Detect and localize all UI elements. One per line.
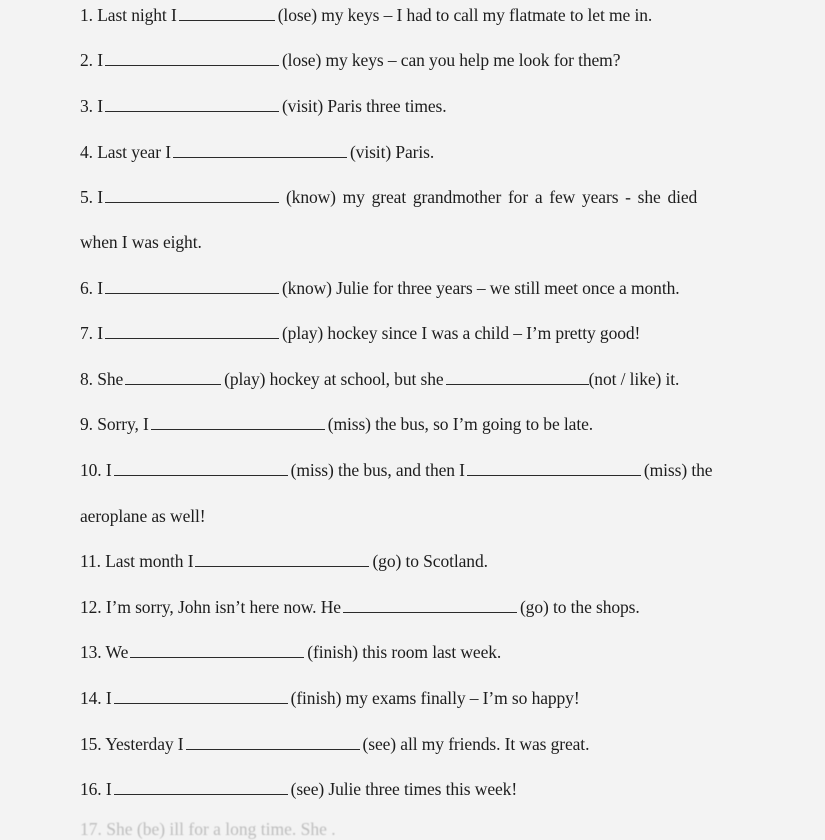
exercise-item-12 <box>80 596 640 618</box>
item-number: 5. <box>80 187 93 207</box>
answer-blank[interactable] <box>179 6 275 21</box>
answer-blank[interactable] <box>186 735 360 750</box>
answer-blank[interactable] <box>130 643 304 658</box>
item-text-continuation: when I was eight. <box>80 232 202 252</box>
answer-blank[interactable] <box>195 552 369 567</box>
exercise-item-5-continuation <box>80 231 202 253</box>
item-number: 3. <box>80 96 93 116</box>
item-text-before: I <box>97 323 103 343</box>
item-text-after: (lose) my keys – I had to call my flatmate to let me in. <box>277 5 653 25</box>
item-number: 6. <box>80 278 93 298</box>
exercise-item-9 <box>80 413 593 435</box>
answer-blank[interactable] <box>105 97 279 112</box>
item-text-before: I <box>105 460 112 480</box>
item-text-after: (go) to the shops. <box>519 597 640 617</box>
item-text-before: I <box>97 187 103 207</box>
item-text-after: (know) my great grandmother for a few years - she died <box>285 187 698 207</box>
exercise-item-10-continuation <box>80 505 206 527</box>
item-text-after: (miss) the bus, so I’m going to be late. <box>327 414 594 434</box>
item-text-before: Last night I <box>97 5 177 25</box>
answer-blank[interactable] <box>151 415 325 430</box>
item-text-after: (miss) the <box>643 460 713 480</box>
answer-blank[interactable] <box>105 188 279 203</box>
exercise-item-8 <box>80 368 679 390</box>
item-number: 7. <box>80 323 93 343</box>
item-text-after: (see) Julie three times this week! <box>290 779 518 799</box>
exercise-item-6 <box>80 277 680 299</box>
item-number: 12. <box>80 597 102 617</box>
item-text-middle: (play) hockey at school, but she <box>224 369 444 389</box>
exercise-item-2 <box>80 49 620 71</box>
item-text-after: (go) to Scotland. <box>372 551 488 571</box>
answer-blank[interactable] <box>114 780 288 795</box>
answer-blank[interactable] <box>105 279 279 294</box>
item-text-before: I <box>97 50 103 70</box>
item-text-after: (finish) this room last week. <box>307 642 502 662</box>
answer-blank-2[interactable] <box>467 461 641 476</box>
item-text-before: We <box>105 642 129 662</box>
exercise-item-16 <box>80 778 517 800</box>
item-text-after: (finish) my exams finally – I’m so happy! <box>290 688 580 708</box>
item-text-after: (know) Julie for three years – we still meet once a month. <box>281 278 680 298</box>
item-text-before: I’m sorry, John isn’t here now. He <box>105 597 341 617</box>
item-text-before: I <box>105 688 112 708</box>
answer-blank[interactable] <box>105 51 279 66</box>
answer-blank-2[interactable] <box>446 370 589 385</box>
item-number: 9. <box>80 414 93 434</box>
item-text-after: (lose) my keys – can you help me look for them? <box>281 50 621 70</box>
item-text-before: Last year I <box>97 142 171 162</box>
answer-blank-1[interactable] <box>114 461 288 476</box>
item-number: 1. <box>80 5 93 25</box>
item-number: 2. <box>80 50 93 70</box>
item-text-before: I <box>97 96 103 116</box>
item-text-before: Yesterday I <box>105 734 184 754</box>
exercise-item-15 <box>80 733 589 755</box>
item-text-after: (play) hockey since I was a child – I’m pretty good! <box>281 323 641 343</box>
item-text-before: I <box>105 779 112 799</box>
item-text-middle: (miss) the bus, and then I <box>290 460 465 480</box>
item-text-before: She <box>97 369 124 389</box>
exercise-item-14 <box>80 687 580 709</box>
answer-blank[interactable] <box>114 689 288 704</box>
answer-blank[interactable] <box>105 324 279 339</box>
answer-blank-1[interactable] <box>125 370 221 385</box>
item-number: 13. <box>80 642 102 662</box>
item-number: 16. <box>80 779 102 799</box>
item-number: 8. <box>80 369 93 389</box>
answer-blank[interactable] <box>173 143 347 158</box>
exercise-item-7 <box>80 322 640 344</box>
item-text-after: (visit) Paris three times. <box>281 96 447 116</box>
item-number: 11. <box>80 551 101 571</box>
item-text-continuation: aeroplane as well! <box>80 506 206 526</box>
item-text-before: Sorry, I <box>97 414 149 434</box>
item-text-after: (see) all my friends. It was great. <box>362 734 590 754</box>
answer-blank[interactable] <box>343 598 517 613</box>
exercise-item-3 <box>80 95 447 117</box>
exercise-item-11 <box>80 550 488 572</box>
exercise-item-4 <box>80 141 434 163</box>
exercise-item-1 <box>80 4 652 26</box>
exercise-item-13 <box>80 641 501 663</box>
item-text-before: Last month I <box>105 551 194 571</box>
item-number: 15. <box>80 734 102 754</box>
item-text-after: (visit) Paris. <box>349 142 435 162</box>
item-number: 10. <box>80 460 102 480</box>
item-number: 4. <box>80 142 93 162</box>
exercise-item-5 <box>80 186 697 208</box>
item-number: 14. <box>80 688 102 708</box>
exercise-item-10 <box>80 459 712 481</box>
item-text-after: (not / like) it. <box>588 369 680 389</box>
item-text-before: I <box>97 278 103 298</box>
exercise-item-17-cutoff: 17. She (be) ill for a long time. She . <box>80 819 336 839</box>
